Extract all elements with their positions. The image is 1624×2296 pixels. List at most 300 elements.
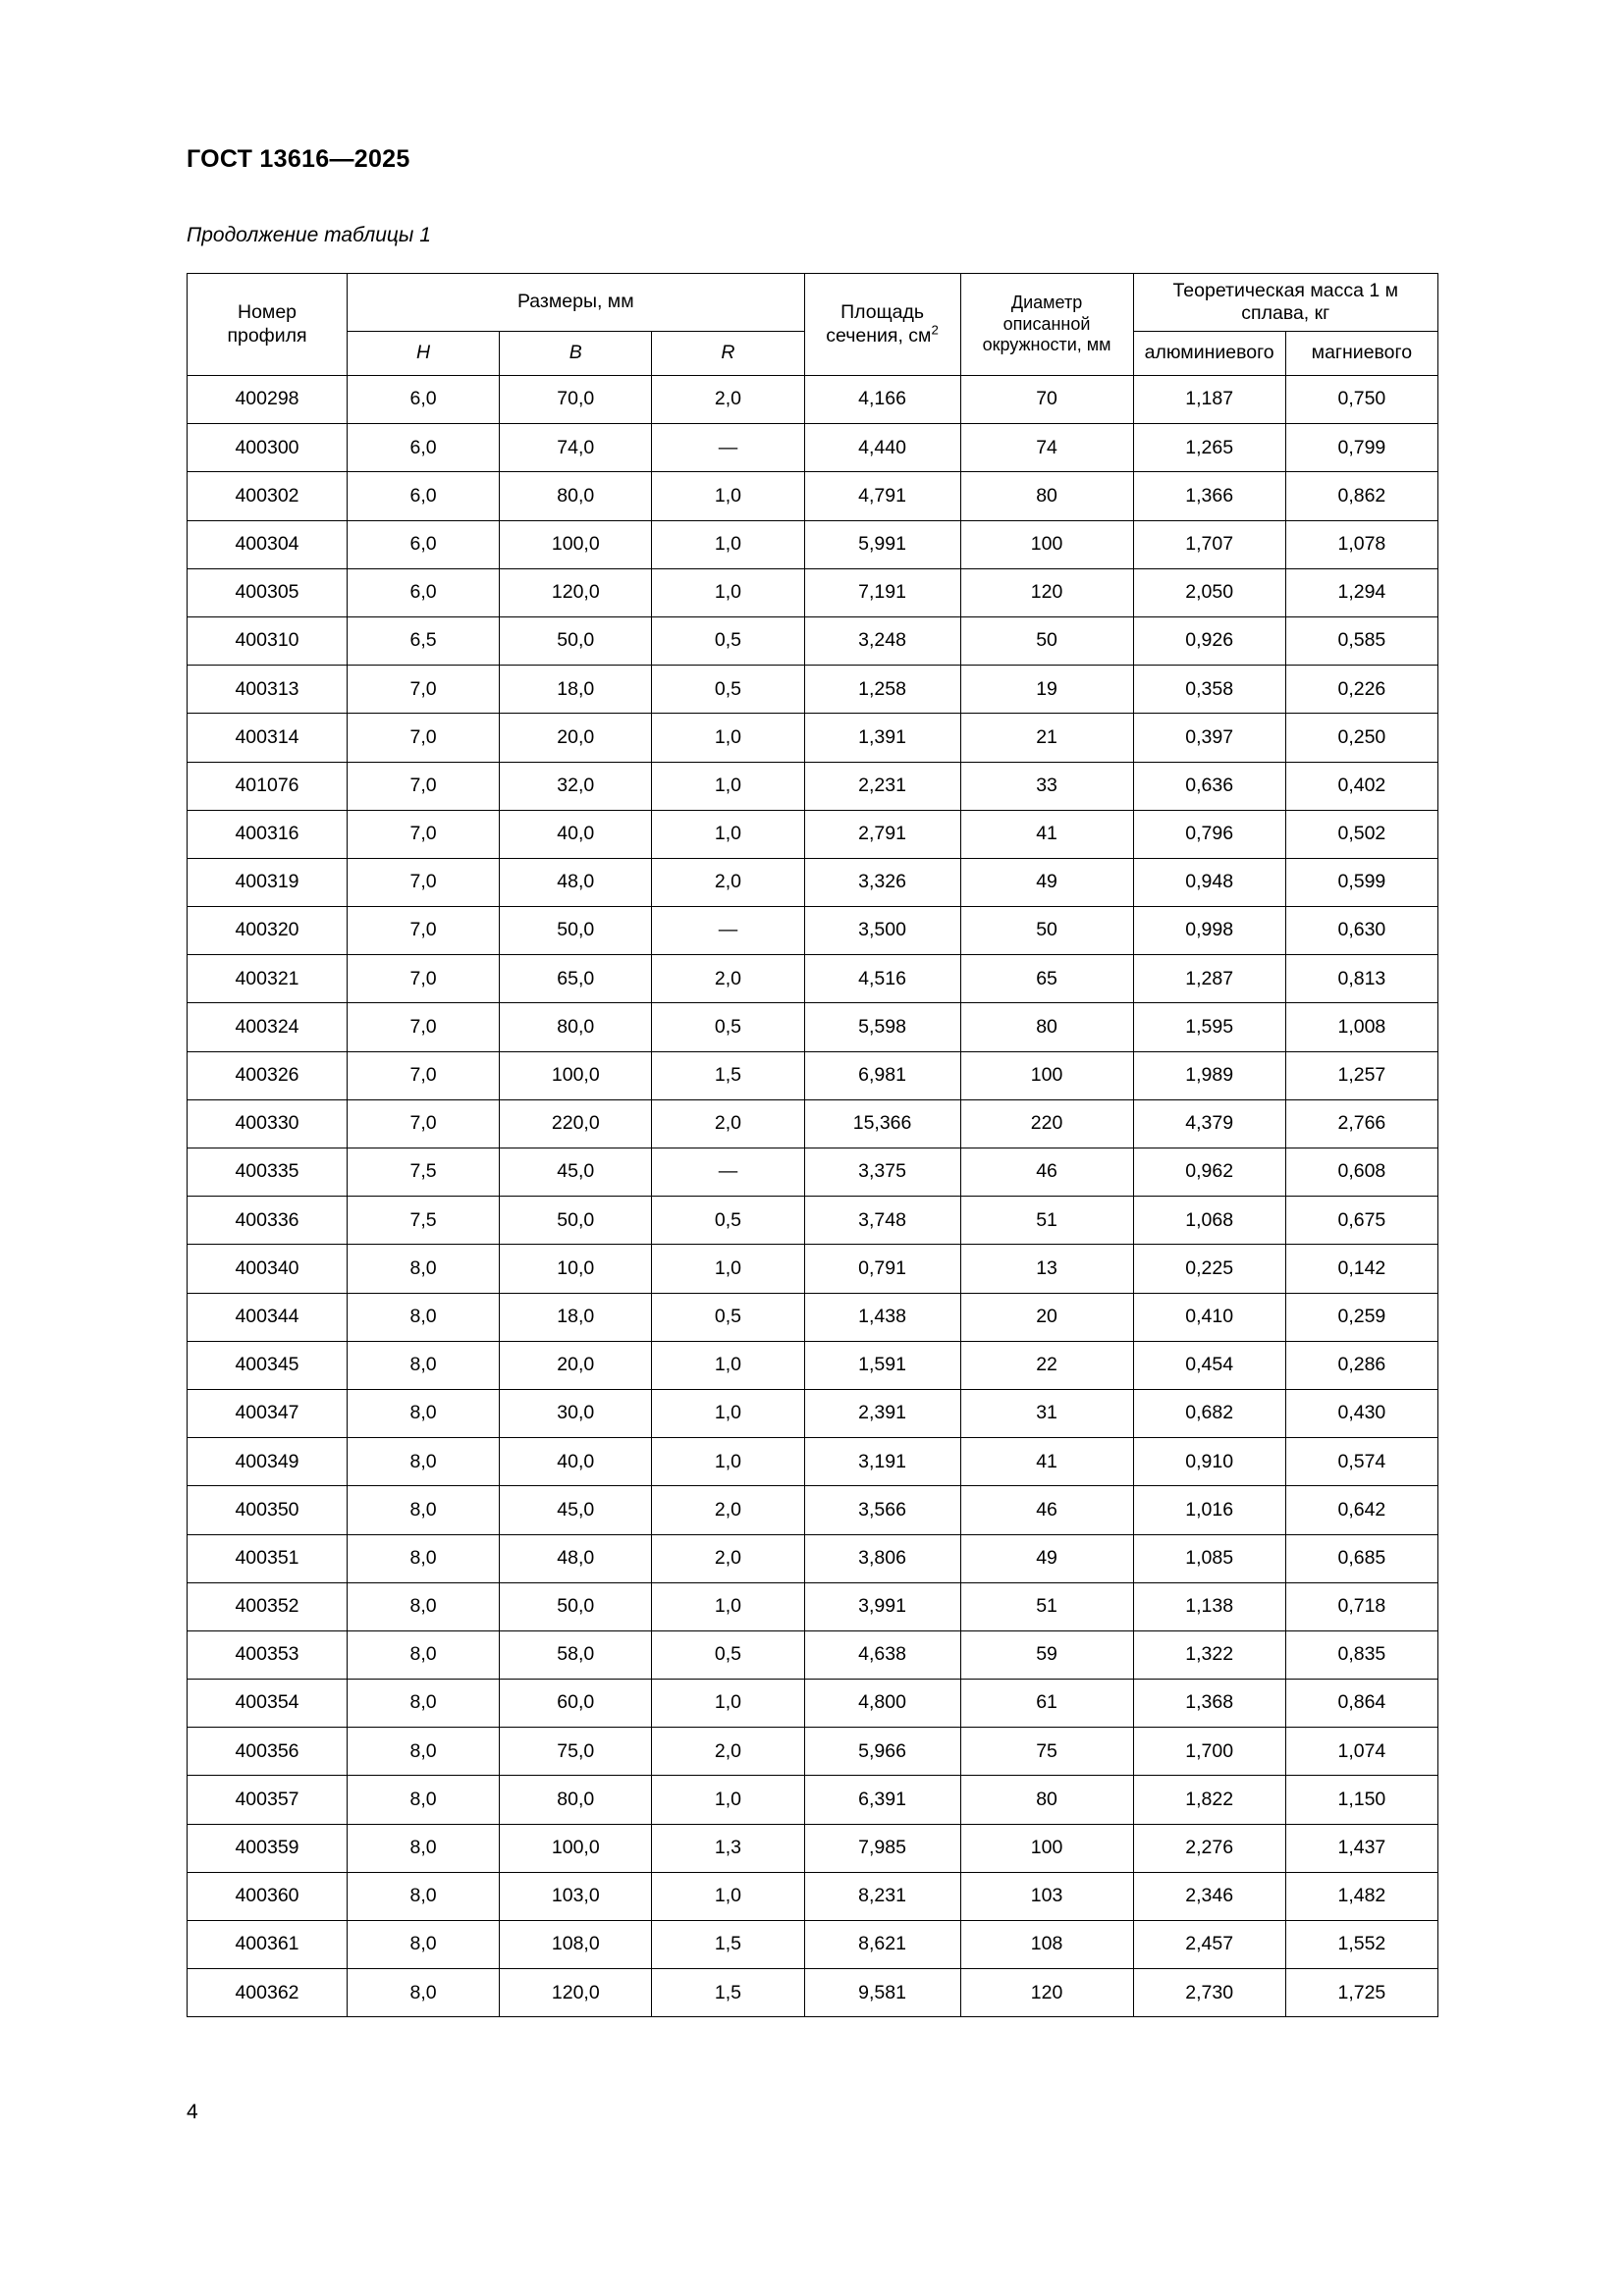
cell-mass-magnesium: 2,766 [1285,1099,1437,1148]
header-dim-r: R [652,332,804,376]
cell-dim-h: 7,0 [348,810,500,858]
cell-mass-aluminium: 2,276 [1133,1824,1285,1872]
cell-dim-r: 2,0 [652,1099,804,1148]
cell-profile-number: 400350 [188,1486,348,1534]
cell-mass-aluminium: 1,138 [1133,1582,1285,1630]
cell-dim-r: 0,5 [652,616,804,665]
cell-mass-magnesium: 0,259 [1285,1293,1437,1341]
header-area [804,274,960,376]
cell-diameter: 49 [960,858,1133,906]
cell-dim-h: 7,0 [348,666,500,714]
cell-mass-magnesium: 0,402 [1285,762,1437,810]
cell-dim-h: 7,0 [348,1051,500,1099]
cell-dim-r: 1,0 [652,1680,804,1728]
table-row [188,1776,1438,1824]
cell-mass-magnesium: 0,142 [1285,1245,1437,1293]
cell-profile-number: 400300 [188,424,348,472]
cell-diameter: 61 [960,1680,1133,1728]
cell-diameter: 70 [960,376,1133,424]
cell-mass-magnesium: 1,552 [1285,1921,1437,1969]
cell-area: 1,591 [804,1341,960,1389]
cell-diameter: 80 [960,1776,1133,1824]
cell-diameter: 49 [960,1534,1133,1582]
cell-mass-aluminium: 1,187 [1133,376,1285,424]
cell-dim-h: 8,0 [348,1872,500,1920]
cell-dim-b: 48,0 [500,1534,652,1582]
cell-dim-h: 8,0 [348,1389,500,1437]
cell-diameter: 50 [960,907,1133,955]
table-row [188,1293,1438,1341]
cell-dim-h: 7,0 [348,714,500,762]
header-mass [1133,274,1437,332]
cell-dim-b: 20,0 [500,1341,652,1389]
cell-dim-b: 18,0 [500,1293,652,1341]
table-row [188,1728,1438,1776]
table-row [188,1630,1438,1679]
cell-diameter: 46 [960,1148,1133,1197]
table-row [188,1197,1438,1245]
cell-mass-magnesium: 0,750 [1285,376,1437,424]
cell-dim-b: 20,0 [500,714,652,762]
cell-dim-h: 6,0 [348,424,500,472]
cell-mass-aluminium: 1,085 [1133,1534,1285,1582]
cell-mass-aluminium: 1,707 [1133,520,1285,568]
cell-dim-h: 7,0 [348,1099,500,1148]
cell-diameter: 120 [960,568,1133,616]
cell-diameter: 21 [960,714,1133,762]
cell-dim-h: 7,0 [348,1003,500,1051]
cell-dim-h: 8,0 [348,1630,500,1679]
cell-mass-magnesium: 0,799 [1285,424,1437,472]
cell-mass-aluminium: 0,225 [1133,1245,1285,1293]
cell-mass-magnesium: 0,675 [1285,1197,1437,1245]
table-row [188,955,1438,1003]
cell-profile-number: 400321 [188,955,348,1003]
cell-dim-h: 7,0 [348,858,500,906]
cell-mass-aluminium: 1,368 [1133,1680,1285,1728]
cell-dim-r: 2,0 [652,1534,804,1582]
cell-diameter: 74 [960,424,1133,472]
cell-area: 15,366 [804,1099,960,1148]
cell-diameter: 50 [960,616,1133,665]
cell-dim-r: 2,0 [652,955,804,1003]
cell-mass-aluminium: 2,730 [1133,1969,1285,2017]
cell-mass-aluminium: 0,682 [1133,1389,1285,1437]
cell-dim-h: 7,0 [348,955,500,1003]
cell-dim-b: 80,0 [500,1003,652,1051]
table-row [188,1534,1438,1582]
cell-diameter: 59 [960,1630,1133,1679]
cell-area: 6,391 [804,1776,960,1824]
cell-mass-magnesium: 0,226 [1285,666,1437,714]
cell-dim-h: 8,0 [348,1341,500,1389]
cell-profile-number: 400313 [188,666,348,714]
header-area-sup: 2 [931,322,939,337]
cell-diameter: 41 [960,1438,1133,1486]
cell-dim-b: 100,0 [500,1051,652,1099]
cell-mass-magnesium: 0,286 [1285,1341,1437,1389]
cell-area: 2,791 [804,810,960,858]
table-row [188,376,1438,424]
cell-area: 4,516 [804,955,960,1003]
cell-mass-aluminium: 1,068 [1133,1197,1285,1245]
cell-dim-h: 8,0 [348,1438,500,1486]
cell-dim-b: 40,0 [500,1438,652,1486]
cell-profile-number: 400349 [188,1438,348,1486]
table-row [188,1969,1438,2017]
cell-mass-magnesium: 0,608 [1285,1148,1437,1197]
cell-dim-r: 1,5 [652,1969,804,2017]
table-row [188,1486,1438,1534]
table-body [188,376,1438,2017]
cell-dim-r: 1,0 [652,1245,804,1293]
cell-diameter: 22 [960,1341,1133,1389]
cell-area: 1,391 [804,714,960,762]
cell-profile-number: 400314 [188,714,348,762]
cell-mass-aluminium: 4,379 [1133,1099,1285,1148]
cell-dim-r: 2,0 [652,1486,804,1534]
cell-diameter: 13 [960,1245,1133,1293]
table-row [188,1824,1438,1872]
profile-table [187,273,1438,2017]
cell-dim-b: 80,0 [500,1776,652,1824]
cell-mass-magnesium: 1,078 [1285,520,1437,568]
cell-profile-number: 400319 [188,858,348,906]
cell-area: 4,638 [804,1630,960,1679]
cell-dim-h: 7,5 [348,1197,500,1245]
cell-area: 3,326 [804,858,960,906]
cell-dim-r: 2,0 [652,858,804,906]
cell-profile-number: 400326 [188,1051,348,1099]
cell-diameter: 80 [960,472,1133,520]
cell-area: 3,748 [804,1197,960,1245]
cell-dim-r: — [652,1148,804,1197]
cell-dim-h: 6,0 [348,376,500,424]
cell-diameter: 103 [960,1872,1133,1920]
cell-dim-r: 0,5 [652,1630,804,1679]
cell-area: 2,231 [804,762,960,810]
table-row [188,1245,1438,1293]
cell-profile-number: 400347 [188,1389,348,1437]
cell-mass-aluminium: 1,989 [1133,1051,1285,1099]
cell-mass-magnesium: 1,257 [1285,1051,1437,1099]
table-row [188,520,1438,568]
cell-mass-magnesium: 1,482 [1285,1872,1437,1920]
cell-mass-aluminium: 0,962 [1133,1148,1285,1197]
cell-dim-b: 58,0 [500,1630,652,1679]
cell-profile-number: 400356 [188,1728,348,1776]
cell-mass-magnesium: 1,725 [1285,1969,1437,2017]
cell-mass-aluminium: 0,397 [1133,714,1285,762]
cell-dim-b: 18,0 [500,666,652,714]
cell-profile-number: 400335 [188,1148,348,1197]
cell-dim-b: 50,0 [500,1197,652,1245]
cell-dim-r: 0,5 [652,1003,804,1051]
cell-dim-b: 70,0 [500,376,652,424]
header-area-line1: Площадь [840,301,924,324]
cell-dim-b: 40,0 [500,810,652,858]
cell-mass-magnesium: 0,685 [1285,1534,1437,1582]
cell-profile-number: 400344 [188,1293,348,1341]
header-diameter-line3: окружности, мм [982,335,1111,355]
cell-area: 9,581 [804,1969,960,2017]
cell-dim-b: 60,0 [500,1680,652,1728]
cell-mass-aluminium: 0,636 [1133,762,1285,810]
cell-mass-magnesium: 0,430 [1285,1389,1437,1437]
cell-mass-aluminium: 0,796 [1133,810,1285,858]
cell-dim-b: 120,0 [500,1969,652,2017]
cell-mass-aluminium: 1,822 [1133,1776,1285,1824]
cell-mass-aluminium: 1,366 [1133,472,1285,520]
cell-dim-h: 7,0 [348,762,500,810]
cell-mass-magnesium: 1,150 [1285,1776,1437,1824]
cell-diameter: 100 [960,1824,1133,1872]
cell-dim-b: 50,0 [500,616,652,665]
cell-area: 3,191 [804,1438,960,1486]
cell-area: 4,440 [804,424,960,472]
table-row [188,472,1438,520]
table-row [188,1438,1438,1486]
cell-diameter: 108 [960,1921,1133,1969]
cell-dim-b: 45,0 [500,1148,652,1197]
cell-mass-magnesium: 0,642 [1285,1486,1437,1534]
cell-dim-h: 8,0 [348,1680,500,1728]
cell-dim-r: 1,0 [652,472,804,520]
header-area-line2-text: сечения, см [826,324,932,347]
cell-dim-h: 7,5 [348,1148,500,1197]
cell-dim-b: 120,0 [500,568,652,616]
header-dimensions: Размеры, мм [348,274,805,332]
cell-dim-b: 45,0 [500,1486,652,1534]
cell-mass-aluminium: 0,454 [1133,1341,1285,1389]
cell-mass-aluminium: 1,265 [1133,424,1285,472]
cell-dim-r: 0,5 [652,1293,804,1341]
standard-title: ГОСТ 13616—2025 [187,145,410,173]
cell-area: 1,258 [804,666,960,714]
table-row [188,1872,1438,1920]
cell-mass-magnesium: 0,718 [1285,1582,1437,1630]
table-row [188,1341,1438,1389]
table-row [188,762,1438,810]
table-row [188,907,1438,955]
cell-mass-magnesium: 0,862 [1285,472,1437,520]
cell-dim-h: 8,0 [348,1728,500,1776]
cell-diameter: 51 [960,1197,1133,1245]
cell-dim-r: 1,0 [652,520,804,568]
cell-diameter: 20 [960,1293,1133,1341]
cell-dim-r: 1,0 [652,762,804,810]
cell-profile-number: 400324 [188,1003,348,1051]
cell-mass-aluminium: 0,410 [1133,1293,1285,1341]
cell-mass-magnesium: 0,585 [1285,616,1437,665]
header-mass-magnesium: магниевого [1285,332,1437,376]
table-row [188,858,1438,906]
cell-dim-b: 74,0 [500,424,652,472]
cell-mass-magnesium: 1,074 [1285,1728,1437,1776]
cell-profile-number: 400316 [188,810,348,858]
cell-mass-aluminium: 1,016 [1133,1486,1285,1534]
cell-diameter: 75 [960,1728,1133,1776]
cell-area: 1,438 [804,1293,960,1341]
cell-mass-aluminium: 1,322 [1133,1630,1285,1679]
cell-mass-magnesium: 1,437 [1285,1824,1437,1872]
cell-dim-h: 8,0 [348,1486,500,1534]
cell-dim-r: 0,5 [652,666,804,714]
header-mass-line2: сплава, кг [1241,302,1330,324]
cell-mass-magnesium: 0,250 [1285,714,1437,762]
cell-dim-b: 50,0 [500,1582,652,1630]
cell-area: 8,621 [804,1921,960,1969]
table-row [188,1003,1438,1051]
header-profile-number-line2: профиля [227,324,307,347]
cell-profile-number: 400353 [188,1630,348,1679]
cell-area: 4,166 [804,376,960,424]
header-mass-line1: Теоретическая масса 1 м [1172,279,1399,301]
cell-dim-h: 7,0 [348,907,500,955]
cell-area: 8,231 [804,1872,960,1920]
cell-dim-b: 32,0 [500,762,652,810]
cell-dim-r: 1,0 [652,810,804,858]
cell-area: 3,248 [804,616,960,665]
cell-dim-r: 1,0 [652,1341,804,1389]
table-row [188,568,1438,616]
cell-profile-number: 400360 [188,1872,348,1920]
header-dim-h: H [348,332,500,376]
cell-area: 3,566 [804,1486,960,1534]
cell-dim-r: 1,0 [652,568,804,616]
cell-area: 3,500 [804,907,960,955]
cell-profile-number: 400336 [188,1197,348,1245]
cell-dim-h: 8,0 [348,1245,500,1293]
cell-diameter: 100 [960,520,1133,568]
cell-dim-h: 8,0 [348,1824,500,1872]
cell-dim-b: 48,0 [500,858,652,906]
cell-dim-r: 1,0 [652,1582,804,1630]
cell-diameter: 51 [960,1582,1133,1630]
cell-area: 2,391 [804,1389,960,1437]
cell-profile-number: 400310 [188,616,348,665]
cell-profile-number: 400354 [188,1680,348,1728]
cell-mass-magnesium: 0,502 [1285,810,1437,858]
cell-area: 5,966 [804,1728,960,1776]
table-row [188,1921,1438,1969]
header-diameter [960,274,1133,376]
cell-dim-r: 1,0 [652,1872,804,1920]
cell-diameter: 80 [960,1003,1133,1051]
cell-mass-magnesium: 0,835 [1285,1630,1437,1679]
cell-mass-magnesium: 0,813 [1285,955,1437,1003]
cell-area: 4,800 [804,1680,960,1728]
cell-dim-h: 8,0 [348,1582,500,1630]
table-row [188,666,1438,714]
cell-dim-h: 8,0 [348,1776,500,1824]
cell-dim-b: 100,0 [500,1824,652,1872]
table-row [188,1099,1438,1148]
table-row [188,1389,1438,1437]
table-row [188,714,1438,762]
header-area-line2 [805,322,960,347]
header-profile-number [188,274,348,376]
cell-area: 5,991 [804,520,960,568]
cell-profile-number: 400352 [188,1582,348,1630]
cell-diameter: 46 [960,1486,1133,1534]
header-profile-number-line1: Номер [237,301,298,324]
table-row [188,1582,1438,1630]
header-diameter-line2: описанной [1002,313,1091,334]
cell-mass-magnesium: 1,294 [1285,568,1437,616]
cell-mass-magnesium: 0,864 [1285,1680,1437,1728]
cell-mass-aluminium: 2,346 [1133,1872,1285,1920]
header-diameter-line1: Диаметр [1010,293,1083,313]
page-number: 4 [187,2101,198,2123]
cell-dim-r: — [652,907,804,955]
cell-diameter: 65 [960,955,1133,1003]
table-row [188,424,1438,472]
cell-dim-b: 80,0 [500,472,652,520]
cell-area: 4,791 [804,472,960,520]
cell-mass-magnesium: 0,630 [1285,907,1437,955]
cell-dim-b: 10,0 [500,1245,652,1293]
table-head [188,274,1438,376]
cell-mass-aluminium: 1,595 [1133,1003,1285,1051]
cell-profile-number: 400320 [188,907,348,955]
cell-mass-aluminium: 0,358 [1133,666,1285,714]
cell-area: 3,375 [804,1148,960,1197]
cell-mass-magnesium: 1,008 [1285,1003,1437,1051]
cell-dim-r: 1,0 [652,1438,804,1486]
cell-profile-number: 400304 [188,520,348,568]
cell-mass-aluminium: 1,287 [1133,955,1285,1003]
cell-profile-number: 400298 [188,376,348,424]
table-row [188,810,1438,858]
cell-mass-aluminium: 2,050 [1133,568,1285,616]
cell-dim-r: 1,0 [652,714,804,762]
cell-dim-r: 2,0 [652,376,804,424]
profile-table-container [187,273,1438,2017]
cell-profile-number: 400362 [188,1969,348,2017]
cell-diameter: 31 [960,1389,1133,1437]
cell-area: 7,191 [804,568,960,616]
header-dim-b: B [500,332,652,376]
cell-mass-aluminium: 0,910 [1133,1438,1285,1486]
cell-dim-h: 6,5 [348,616,500,665]
table-caption: Продолжение таблицы 1 [187,224,431,246]
cell-dim-h: 6,0 [348,520,500,568]
cell-dim-r: 1,0 [652,1776,804,1824]
cell-profile-number: 400359 [188,1824,348,1872]
cell-dim-r: 0,5 [652,1197,804,1245]
cell-area: 3,991 [804,1582,960,1630]
cell-dim-h: 6,0 [348,472,500,520]
cell-area: 6,981 [804,1051,960,1099]
header-mass-aluminium: алюминиевого [1133,332,1285,376]
cell-dim-b: 220,0 [500,1099,652,1148]
cell-dim-r: 1,5 [652,1921,804,1969]
cell-dim-h: 8,0 [348,1969,500,2017]
cell-profile-number: 400330 [188,1099,348,1148]
cell-dim-b: 100,0 [500,520,652,568]
cell-mass-aluminium: 0,998 [1133,907,1285,955]
cell-profile-number: 400305 [188,568,348,616]
cell-mass-magnesium: 0,599 [1285,858,1437,906]
cell-dim-b: 65,0 [500,955,652,1003]
cell-dim-r: 1,3 [652,1824,804,1872]
cell-diameter: 33 [960,762,1133,810]
cell-profile-number: 401076 [188,762,348,810]
cell-area: 3,806 [804,1534,960,1582]
cell-area: 5,598 [804,1003,960,1051]
cell-profile-number: 400340 [188,1245,348,1293]
